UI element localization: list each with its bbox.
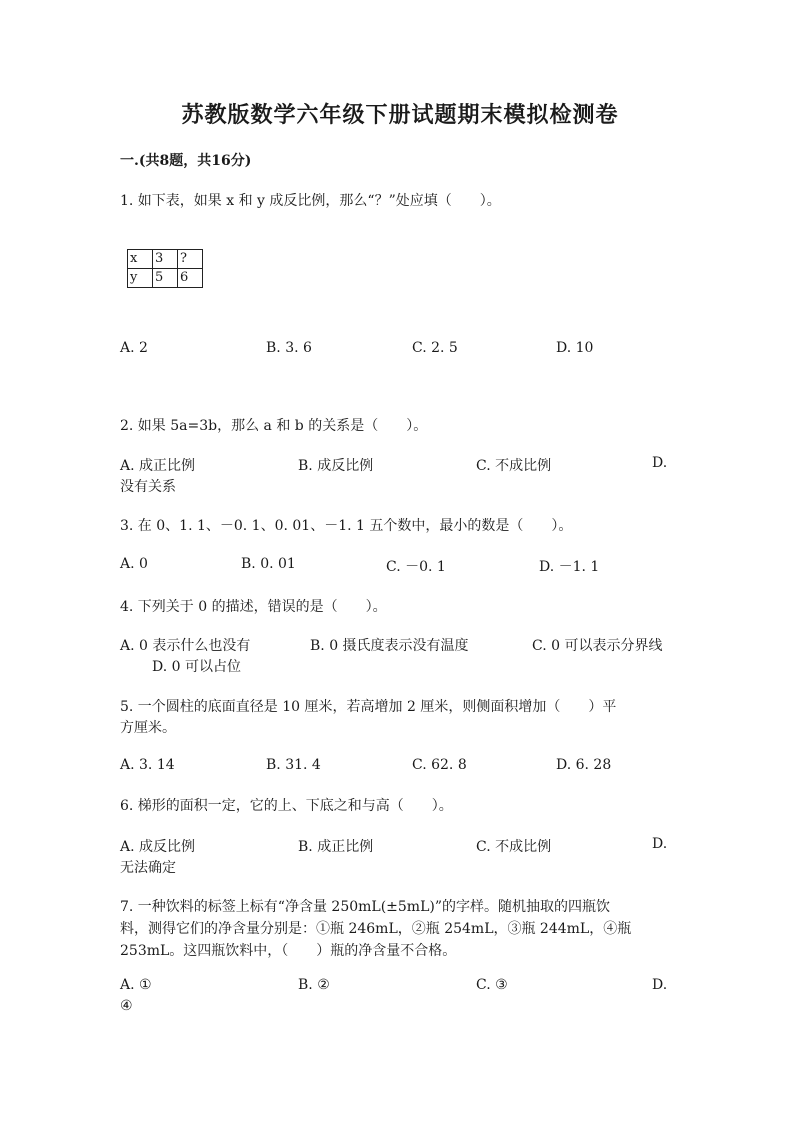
question-1-option-a[interactable]: A. 2 [120,340,148,356]
question-5-stem-line-1: 5. 一个圆柱的底面直径是 10 厘米，若高增加 2 厘米，则侧面积增加（ ）平 [120,699,617,715]
question-1-option-b[interactable]: B. 3. 6 [266,340,312,356]
question-1-option-c[interactable]: C. 2. 5 [412,340,458,356]
question-7-option-c[interactable]: C. ③ [476,977,508,993]
question-4-option-d[interactable]: D. 0 可以占位 [152,659,241,675]
table-cell: ? [178,250,203,269]
question-6-option-b[interactable]: B. 成正比例 [298,839,374,855]
table-cell: 6 [178,269,203,288]
question-5-option-a[interactable]: A. 3. 14 [120,757,175,773]
question-3-stem: 3. 在 0、1. 1、－0. 1、0. 01、－1. 1 五个数中，最小的数是（ ）。 [120,518,573,534]
question-2-stem: 2. 如果 5a=3b，那么 a 和 b 的关系是（ ）。 [120,418,428,434]
question-7-stem-line-3: 253mL。这四瓶饮料中，（ ）瓶的净含量不合格。 [120,943,457,959]
question-7-stem-line-2: 料，测得它们的净含量分别是：①瓶 246mL，②瓶 254mL，③瓶 244mL，④瓶 [120,921,632,937]
question-6-option-c[interactable]: C. 不成比例 [476,839,552,855]
question-2-option-b[interactable]: B. 成反比例 [298,458,374,474]
question-7-option-d[interactable]: ④ [120,998,133,1014]
question-4-option-a[interactable]: A. 0 表示什么也没有 [120,638,251,654]
question-3-option-a[interactable]: A. 0 [120,556,148,572]
question-6-option-d-letter[interactable]: D. [652,836,668,852]
table-cell: 3 [153,250,178,269]
table-cell: x [128,250,153,269]
question-2-option-d-letter[interactable]: D. [652,455,668,471]
question-1-stem: 1. 如下表，如果 x 和 y 成反比例，那么“？”处应填（ ）。 [120,193,501,209]
question-5-option-b[interactable]: B. 31. 4 [266,757,321,773]
question-2-option-a[interactable]: A. 成正比例 [120,458,196,474]
table-cell: y [128,269,153,288]
question-7-option-a[interactable]: A. ① [120,977,152,993]
question-2-option-d[interactable]: 没有关系 [120,479,176,495]
table-row [128,269,203,288]
question-3-option-d[interactable]: D. －1. 1 [539,559,600,575]
question-5-option-d[interactable]: D. 6. 28 [556,757,612,773]
table-row [128,250,203,269]
question-3-option-b[interactable]: B. 0. 01 [241,556,296,572]
question-7-option-b[interactable]: B. ② [298,977,330,993]
question-5-stem-line-2: 方厘米。 [120,720,176,736]
question-5-option-c[interactable]: C. 62. 8 [412,757,467,773]
question-4-option-c[interactable]: C. 0 可以表示分界线 [532,638,663,654]
table-cell: 5 [153,269,178,288]
question-3-option-c[interactable]: C. －0. 1 [386,559,446,575]
question-2-option-c[interactable]: C. 不成比例 [476,458,552,474]
question-6-option-d[interactable]: 无法确定 [120,860,176,876]
question-7-stem-line-1: 7. 一种饮料的标签上标有“净含量 250mL(±5mL)”的字样。随机抽取的四瓶饮 [120,899,610,915]
question-7-option-d-letter[interactable]: D. [652,977,668,993]
question-1-option-d[interactable]: D. 10 [556,340,594,356]
section-heading: 一.(共8题，共16分) [120,153,252,169]
question-4-option-b[interactable]: B. 0 摄氏度表示没有温度 [310,638,469,654]
page-title: 苏教版数学六年级下册试题期末模拟检测卷 [181,102,619,128]
question-6-option-a[interactable]: A. 成反比例 [120,839,196,855]
question-6-stem: 6. 梯形的面积一定，它的上、下底之和与高（ ）。 [120,798,453,814]
question-1-table [127,249,203,288]
question-4-stem: 4. 下列关于 0 的描述，错误的是（ ）。 [120,599,387,615]
